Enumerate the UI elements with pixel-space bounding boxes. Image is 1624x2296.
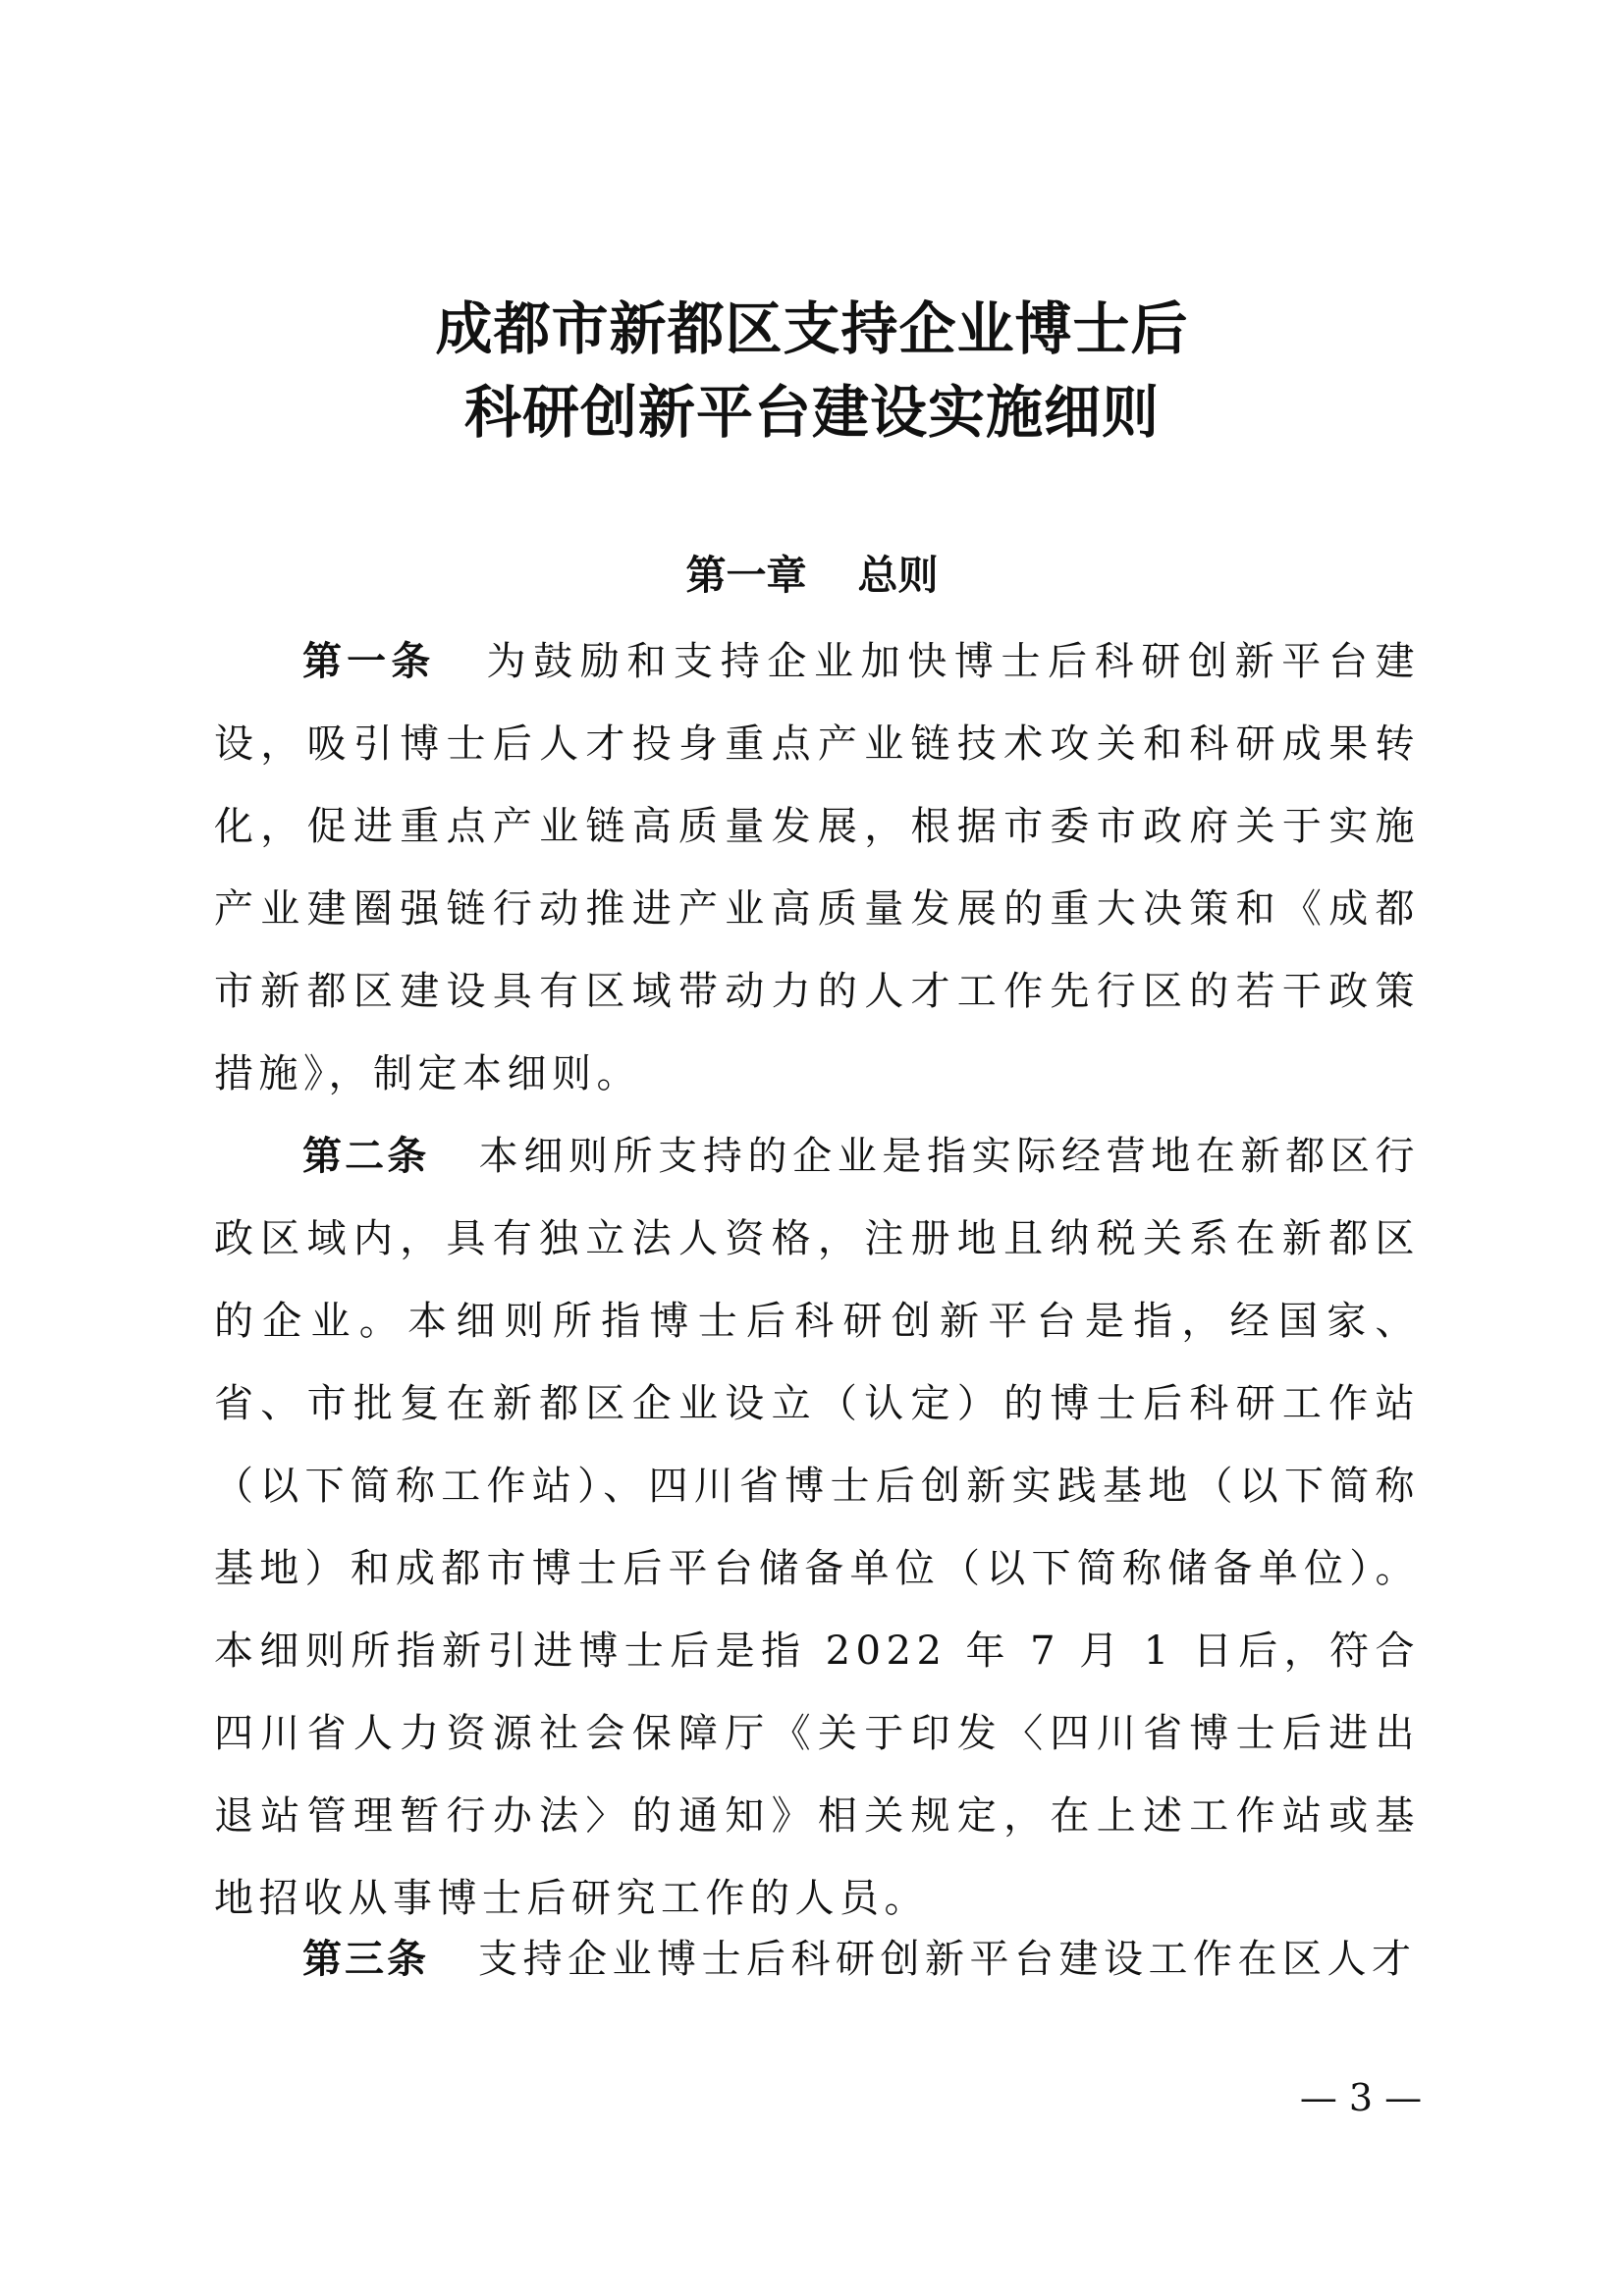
article-1-text: 为鼓励和支持企业加快博士后科研创新平台建设，吸引博士后人才投身重点产业链技术攻关和科研成果转化，促进重点产业链高质量发展，根据市委市政府关于实施产业建圈强链行动推进产业高质量发展的重大决策和《成都市新都区建设具有区域带动力的人才工作先行区的若干政策措施》，制定本细则。 xyxy=(214,639,1421,1096)
article-2 xyxy=(214,1115,1420,1940)
document-title-line-2: 科研创新平台建设实施细则 xyxy=(463,379,1160,446)
page-number: — 3 — xyxy=(1299,2076,1423,2119)
article-1-label: 第一条 xyxy=(302,639,436,684)
document-title-line-1: 成都市新都区支持企业博士后 xyxy=(435,295,1189,362)
article-1 xyxy=(214,620,1420,1115)
chapter-name: 总则 xyxy=(857,552,939,599)
article-3-text: 支持企业博士后科研创新平台建设工作在区人才 xyxy=(478,1937,1417,1982)
chapter-number: 第一章 xyxy=(685,552,807,599)
article-3-label: 第三条 xyxy=(302,1937,429,1982)
article-3 xyxy=(214,1918,1420,2001)
article-2-label: 第二条 xyxy=(302,1134,430,1179)
chapter-heading xyxy=(0,546,1624,605)
article-2-text: 本细则所支持的企业是指实际经营地在新都区行政区域内，具有独立法人资格，注册地且纳税关系在新都区的企业。本细则所指博士后科研创新平台是指，经国家、省、市批复在新都区企业设立（认定）的博士后科研工作站（以下简称工作站）、四川省博士后创新实践基地（以下简称基地）和成都市博士后平台储备单位（以下简称储备单位）。本细则所指新引进博士后是指 2022 年 7 月 1 日后，符合四川省人力资源社会保障厅《关于印发〈四川省博士后进出退站管理暂行办法〉的通知》相关规定，在上述工作站或基地招收从事博士后研究工作的人员。 xyxy=(214,1134,1420,1921)
